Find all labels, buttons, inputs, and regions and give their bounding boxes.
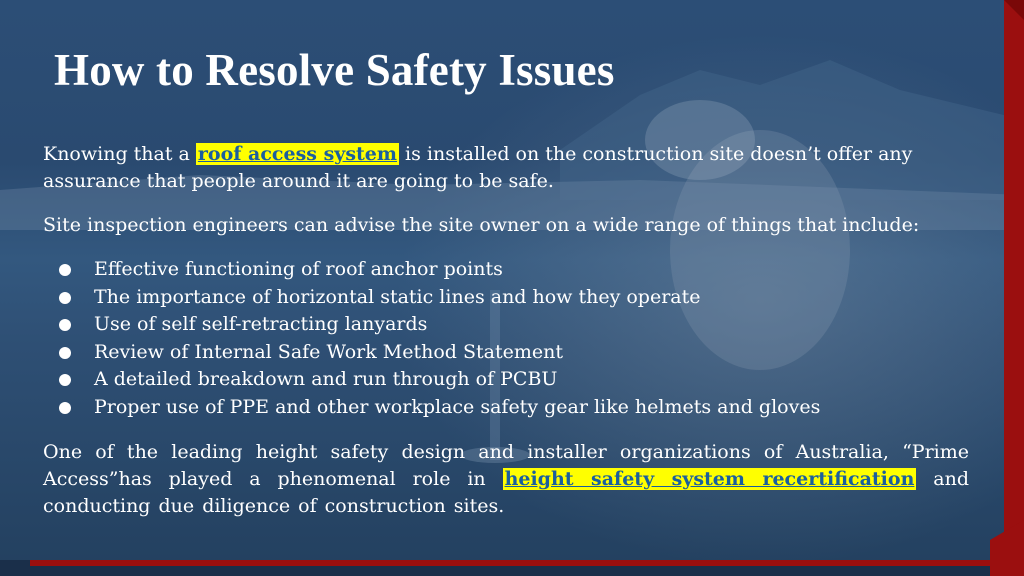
bullet-icon bbox=[59, 319, 71, 331]
roof-access-link[interactable]: roof access system bbox=[197, 143, 397, 165]
intro-text-after: is installed on the construction site doesn’t offer any assurance that people around it are going to be safe. bbox=[43, 143, 913, 192]
list-item bbox=[43, 284, 969, 312]
list-item-text: Review of Internal Safe Work Method Statement bbox=[94, 340, 563, 363]
list-item-text: The importance of horizontal static lines and how they operate bbox=[94, 285, 701, 308]
slide-body bbox=[43, 141, 969, 520]
list-item bbox=[43, 366, 969, 394]
bullet-icon bbox=[59, 292, 71, 304]
list-item bbox=[43, 394, 969, 422]
inspection-paragraph: Site inspection engineers can advise the site owner on a wide range of things that include: bbox=[43, 214, 920, 236]
list-item bbox=[43, 311, 969, 339]
recertification-link[interactable]: height safety system recertification bbox=[504, 467, 915, 490]
list-item-text: A detailed breakdown and run through of PCBU bbox=[94, 368, 558, 391]
closing-text-after: and conducting due diligence of construction sites. bbox=[43, 467, 970, 517]
list-item-text: Proper use of PPE and other workplace safety gear like helmets and gloves bbox=[94, 395, 821, 418]
page-title: How to Resolve Safety Issues bbox=[54, 45, 615, 95]
intro-text-before: Knowing that a bbox=[43, 143, 190, 165]
closing-paragraph bbox=[43, 439, 969, 520]
bullet-list bbox=[43, 256, 969, 422]
bullet-icon bbox=[59, 264, 71, 276]
list-item bbox=[43, 256, 969, 284]
list-item-text: Effective functioning of roof anchor points bbox=[94, 258, 503, 280]
bullet-icon bbox=[59, 402, 71, 414]
intro-paragraph bbox=[43, 141, 969, 195]
bullet-icon bbox=[59, 347, 71, 359]
list-item-text: Use of self self-retracting lanyards bbox=[94, 313, 428, 336]
closing-text-before: One of the leading height safety design and installer organizations of Australia, “Prime Access”has played a phenomenal role in bbox=[43, 440, 969, 490]
bullet-icon bbox=[59, 374, 71, 386]
list-item bbox=[43, 339, 969, 367]
